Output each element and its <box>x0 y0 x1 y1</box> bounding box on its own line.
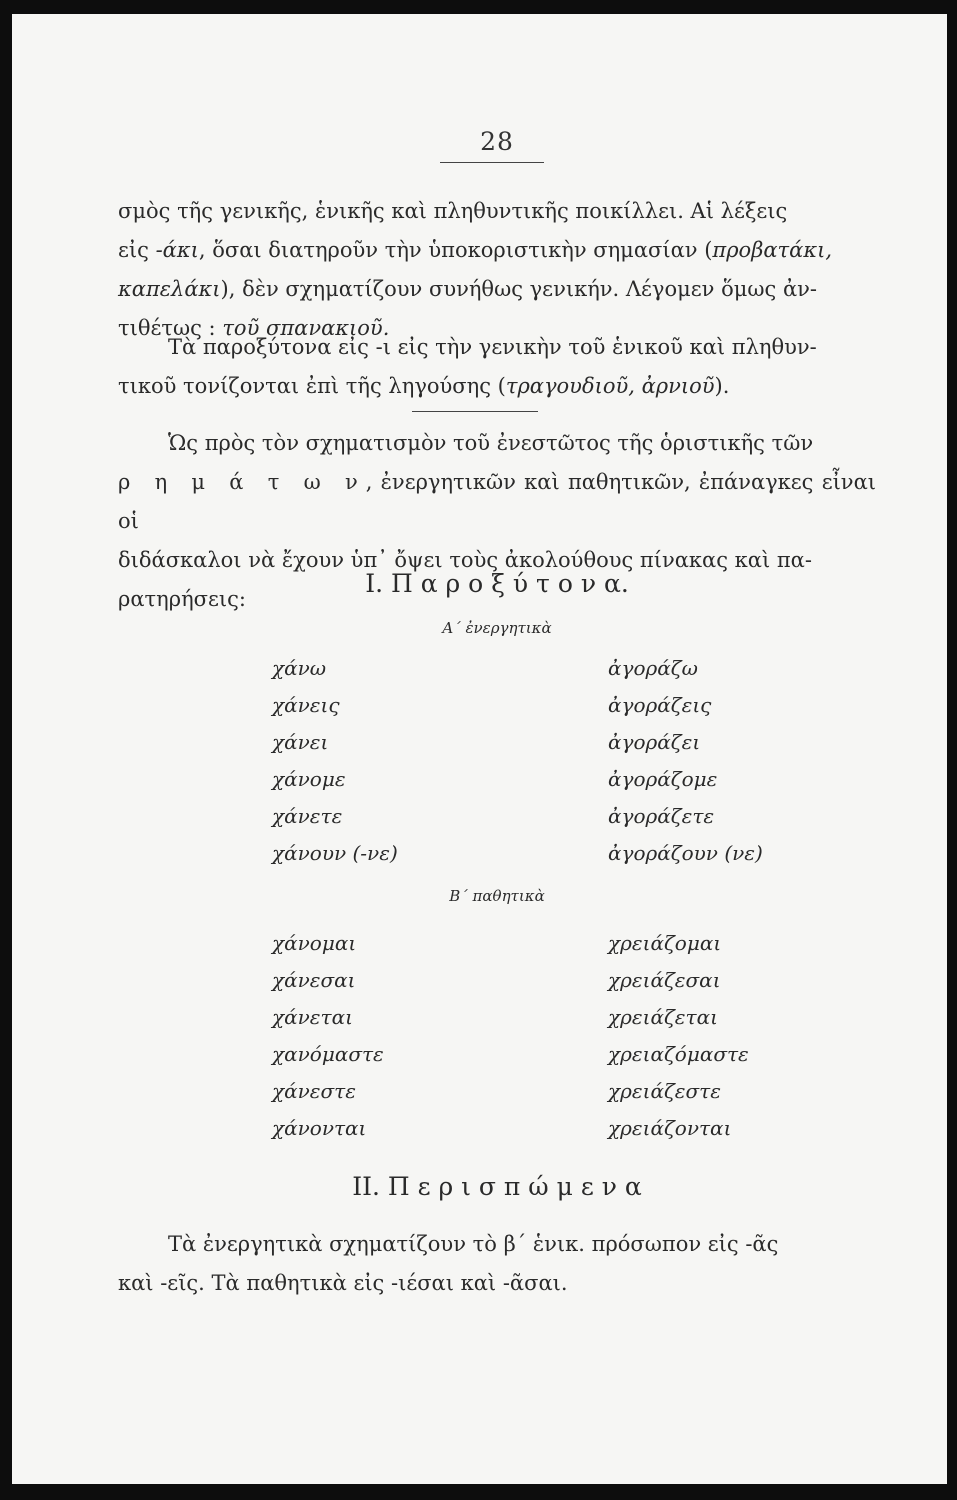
present-note-line-3: διδάσκαλοι νὰ ἔχουν ὑπ᾽ ὄψει τοὺς ἀκολούθους πίνακας καὶ πα- <box>118 548 812 572</box>
verb-form: χάνεσαι <box>272 968 356 992</box>
active-subtitle: Α΄ ἐνεργητικὰ <box>442 619 552 637</box>
present-note-line-2b: , ἐνεργητικῶν καὶ παθητικῶν, ἐπάναγκες εἶναι οἱ <box>118 470 876 533</box>
active-column-agorazo <box>608 650 763 872</box>
section-2-title: II. Π ε ρ ι σ π ώ μ ε ν α <box>352 1172 642 1201</box>
section-1-title: I. Π α ρ ο ξ ύ τ ο ν α. <box>365 569 629 598</box>
intro-suffix-aki: -άκι <box>155 238 199 262</box>
paroxytona-note-examples: τραγουδιοῦ, ἀρνιοῦ <box>505 374 715 398</box>
verb-form: χάνω <box>272 656 327 680</box>
present-note-line-4: ρατηρήσεις: <box>118 587 246 611</box>
intro-line-4a: τιθέτως : <box>118 316 223 340</box>
intro-paragraph <box>118 192 876 348</box>
verb-form: χρειάζονται <box>608 1116 732 1140</box>
verb-form: χάνομαι <box>272 931 357 955</box>
page-number: 28 <box>480 127 514 156</box>
passive-column-xanomai <box>272 925 384 1147</box>
perispomena-line-2: καὶ -εῖς. Τὰ παθητικὰ εἰς -ιέσαι καὶ -ᾶσαι. <box>118 1271 568 1295</box>
verb-form: ἀγοράζεις <box>608 693 712 717</box>
verb-form: χάνονται <box>272 1116 367 1140</box>
intro-line-3b: ), δὲν σχηματίζουν συνήθως γενικήν. Λέγομεν ὅμως ἀν- <box>220 277 817 301</box>
section-divider <box>412 411 538 412</box>
verb-form: ἀγοράζουν (νε) <box>608 841 763 865</box>
verb-form: χάνουν (-νε) <box>272 841 398 865</box>
verb-form: χρειάζεσαι <box>608 968 721 992</box>
paroxytona-note-line-2b: ). <box>714 374 730 398</box>
intro-line-1: σμὸς τῆς γενικῆς, ἑνικῆς καὶ πληθυντικῆς ποικίλλει. Αἱ λέξεις <box>118 199 788 223</box>
intro-line-2a: εἰς <box>118 238 156 262</box>
verb-form: χρειάζεται <box>608 1005 718 1029</box>
book-page <box>118 14 876 1494</box>
paroxytona-note-line-1: Τὰ παροξύτονα εἰς -ι εἰς τὴν γενικὴν τοῦ ἑνικοῦ καὶ πληθυν- <box>168 335 817 359</box>
passive-subtitle: Β΄ παθητικὰ <box>449 887 545 905</box>
perispomena-paragraph <box>118 1225 876 1303</box>
passive-column-xreiazomai <box>608 925 749 1147</box>
paroxytona-note <box>118 328 876 406</box>
verb-form: χάνετε <box>272 804 343 828</box>
verb-form: ἀγοράζετε <box>608 804 715 828</box>
verb-form: χάνει <box>272 730 329 754</box>
active-column-xano <box>272 650 398 872</box>
verb-form: χάνομε <box>272 767 346 791</box>
present-note-line-1: Ὡς πρὸς τὸν σχηματισμὸν τοῦ ἐνεστῶτος τῆς ὁριστικῆς τῶν <box>168 431 814 455</box>
intro-example-spanakiou: τοῦ σπανακιοῦ. <box>222 316 390 340</box>
verb-form: ἀγοράζει <box>608 730 701 754</box>
intro-example-provataki: προβατάκι, <box>712 238 832 262</box>
verb-form: χάνεται <box>272 1005 353 1029</box>
present-note-rimaton: ρ η μ ά τ ω ν <box>118 470 366 494</box>
perispomena-line-1: Τὰ ἐνεργητικὰ σχηματίζουν τὸ β΄ ἑνικ. πρόσωπον εἰς -ᾶς <box>168 1232 779 1256</box>
page-number-rule <box>440 162 544 163</box>
paroxytona-note-line-2a: τικοῦ τονίζονται ἐπὶ τῆς ληγούσης ( <box>118 374 506 398</box>
verb-form: χάνεις <box>272 693 340 717</box>
verb-form: χάνεστε <box>272 1079 356 1103</box>
verb-form: χρειαζόμαστε <box>608 1042 749 1066</box>
intro-example-kapelaki: καπελάκι <box>118 277 221 301</box>
verb-form: χανόμαστε <box>272 1042 384 1066</box>
verb-form: χρειάζομαι <box>608 931 722 955</box>
intro-line-2b: , ὅσαι διατηροῦν τὴν ὑποκοριστικὴν σημασίαν ( <box>198 238 713 262</box>
verb-form: χρειάζεστε <box>608 1079 721 1103</box>
verb-form: ἀγοράζω <box>608 656 698 680</box>
verb-form: ἀγοράζομε <box>608 767 718 791</box>
